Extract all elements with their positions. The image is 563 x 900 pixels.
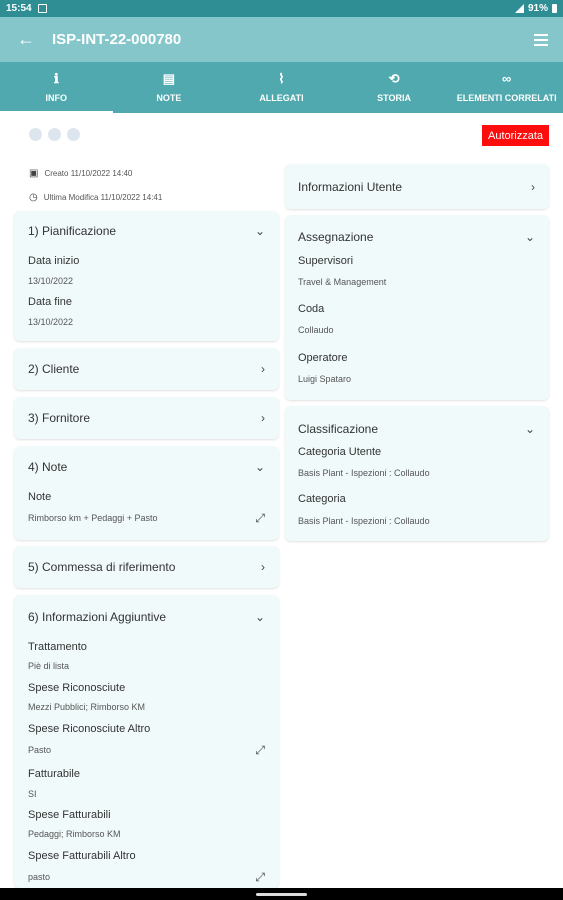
- card-header[interactable]: [28, 610, 265, 624]
- field-label: Fatturabile: [28, 768, 80, 780]
- field-value: Pedaggi; Rimborso KM: [28, 829, 121, 839]
- notification-icon: [38, 4, 47, 13]
- field-value: pasto: [28, 872, 51, 882]
- card-assegnazione: [285, 215, 549, 400]
- field-value: SI: [28, 789, 37, 799]
- field-label: Note: [28, 491, 52, 503]
- expand-icon[interactable]: ⤢: [255, 870, 265, 884]
- hamburger-menu-icon[interactable]: [519, 34, 563, 46]
- app-bar: [0, 17, 563, 62]
- field-value: Basis Plant - Ispezioni : Collaudo: [298, 516, 430, 526]
- signal-icon: [515, 4, 524, 13]
- field-value: Travel & Management: [298, 277, 387, 287]
- system-nav-bar: [0, 888, 563, 900]
- home-handle[interactable]: [256, 893, 307, 896]
- card-informazioni-utente[interactable]: [285, 164, 549, 209]
- link-icon: ∞: [502, 71, 512, 86]
- section-title: Informazioni Utente: [298, 180, 403, 194]
- history-icon: ⟲: [388, 71, 400, 86]
- card-header[interactable]: [298, 180, 535, 194]
- status-bar: [0, 0, 563, 17]
- chevron-down-icon[interactable]: ⌄: [254, 610, 265, 624]
- field-value: Collaudo: [298, 325, 334, 335]
- section-title: 2) Cliente: [28, 362, 80, 376]
- tab-elementi-correlati[interactable]: [450, 62, 563, 113]
- tab-label: INFO: [45, 93, 68, 103]
- card-header[interactable]: [28, 224, 265, 238]
- modified-date: Ultima Modifica 11/10/2022 14:41: [43, 193, 163, 202]
- modified-info: [29, 192, 162, 203]
- field-value: Basis Plant - Ispezioni : Collaudo: [298, 468, 430, 478]
- chevron-down-icon[interactable]: ⌄: [254, 224, 265, 238]
- chevron-down-icon[interactable]: ⌄: [524, 230, 535, 244]
- tab-storia[interactable]: [338, 62, 451, 113]
- tab-allegati[interactable]: [225, 62, 338, 113]
- card-fornitore[interactable]: [14, 397, 279, 439]
- card-cliente[interactable]: [14, 348, 279, 390]
- chevron-right-icon[interactable]: ›: [261, 362, 265, 376]
- card-header[interactable]: [28, 560, 265, 574]
- field-label: Spese Riconosciute: [28, 682, 126, 694]
- card-classificazione: [285, 406, 549, 541]
- step-dots: [29, 128, 80, 141]
- chevron-down-icon[interactable]: ⌄: [254, 460, 265, 474]
- section-title: Assegnazione: [298, 230, 374, 244]
- tab-label: ALLEGATI: [259, 93, 304, 103]
- tab-bar: [0, 62, 563, 113]
- field-label: Operatore: [298, 352, 348, 364]
- field-value: Luigi Spataro: [298, 374, 352, 384]
- card-header[interactable]: [28, 362, 265, 376]
- field-value: Mezzi Pubblici; Rimborso KM: [28, 702, 146, 712]
- chevron-down-icon[interactable]: ⌄: [524, 422, 535, 436]
- battery-level: 91%: [527, 3, 548, 14]
- chevron-right-icon[interactable]: ›: [261, 411, 265, 425]
- section-title: 6) Informazioni Aggiuntive: [28, 610, 167, 624]
- battery-icon: [552, 4, 557, 13]
- field-value: Rimborso km + Pedaggi + Pasto: [28, 513, 158, 523]
- card-note: [14, 446, 279, 540]
- section-title: 5) Commessa di riferimento: [28, 560, 176, 574]
- field-value: Pasto: [28, 745, 52, 755]
- tab-note[interactable]: [113, 62, 226, 113]
- field-label: Supervisori: [298, 255, 354, 267]
- chevron-right-icon[interactable]: ›: [531, 180, 535, 194]
- comment-icon: ▤: [162, 71, 176, 86]
- field-value: 13/10/2022: [28, 317, 74, 327]
- status-time: 15:54: [6, 3, 32, 14]
- page-title: ISP-INT-22-000780: [52, 31, 182, 48]
- field-value: 13/10/2022: [28, 276, 74, 286]
- tab-info[interactable]: [0, 62, 113, 113]
- status-right: [515, 3, 557, 14]
- section-title: 1) Pianificazione: [28, 224, 117, 238]
- field-label: Trattamento: [28, 641, 87, 653]
- card-pianificazione: [14, 211, 279, 341]
- field-label: Data inizio: [28, 255, 80, 267]
- created-info: [29, 168, 132, 179]
- field-label: Spese Riconosciute Altro: [28, 723, 151, 735]
- section-title: 4) Note: [28, 460, 68, 474]
- calendar-icon: ▣: [29, 168, 39, 179]
- field-label: Categoria Utente: [298, 446, 382, 458]
- back-arrow-icon[interactable]: ←: [17, 29, 35, 49]
- section-title: Classificazione: [298, 422, 379, 436]
- expand-icon[interactable]: ⤢: [255, 511, 265, 525]
- history-icon: ◷: [29, 192, 38, 203]
- card-commessa[interactable]: [14, 546, 279, 588]
- paperclip-icon: ⌇: [278, 71, 285, 86]
- field-label: Spese Fatturabili: [28, 809, 111, 821]
- tab-label: ELEMENTI CORRELATI: [456, 93, 557, 103]
- field-value: Piè di lista: [28, 661, 70, 671]
- tab-label: NOTE: [156, 93, 182, 103]
- info-icon: ℹ: [53, 71, 59, 86]
- card-header[interactable]: [28, 460, 265, 474]
- field-label: Categoria: [298, 493, 346, 505]
- status-badge: Autorizzata: [482, 125, 549, 146]
- chevron-right-icon[interactable]: ›: [261, 560, 265, 574]
- field-label: Spese Fatturabili Altro: [28, 850, 136, 862]
- created-date: Creato 11/10/2022 14:40: [44, 169, 133, 178]
- expand-icon[interactable]: ⤢: [255, 743, 265, 757]
- section-title: 3) Fornitore: [28, 411, 91, 425]
- card-header[interactable]: [298, 230, 535, 244]
- card-informazioni-aggiuntive: [14, 595, 279, 888]
- card-header[interactable]: [28, 411, 265, 425]
- card-header[interactable]: [298, 422, 535, 436]
- field-label: Data fine: [28, 296, 73, 308]
- field-label: Coda: [298, 303, 325, 315]
- tab-label: STORIA: [377, 93, 411, 103]
